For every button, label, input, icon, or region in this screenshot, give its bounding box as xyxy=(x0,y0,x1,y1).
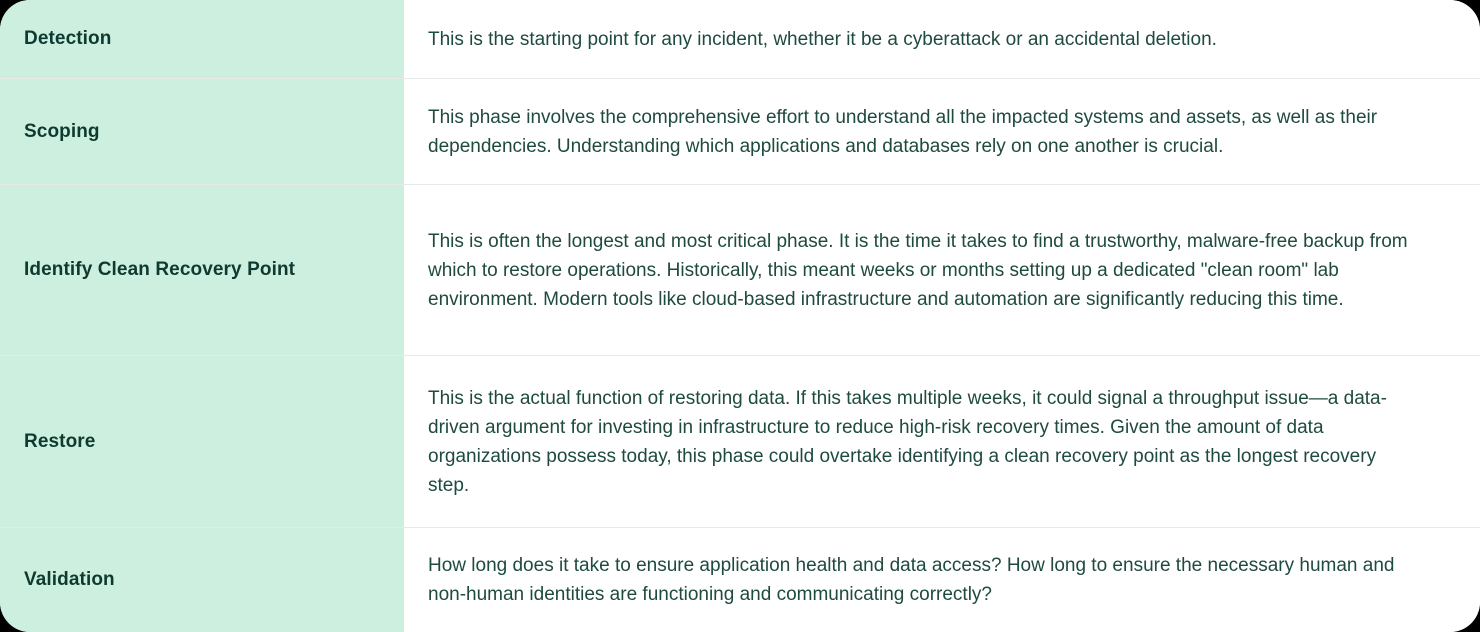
table-row xyxy=(0,356,1480,528)
table-row xyxy=(0,79,1480,185)
phase-label-cell xyxy=(0,185,404,355)
phase-description: How long does it take to ensure application health and data access? How long to ensure the necessary human and non-human identities are functioning and communicating correctly? xyxy=(428,555,1395,605)
phase-label: Scoping xyxy=(24,120,100,142)
phase-description-cell xyxy=(404,79,1480,184)
phase-description-cell xyxy=(404,0,1480,78)
phase-label-cell xyxy=(0,528,404,632)
phase-description-cell xyxy=(404,356,1480,527)
table-row xyxy=(0,0,1480,79)
table-row xyxy=(0,528,1480,632)
table-row xyxy=(0,185,1480,356)
phase-label-cell xyxy=(0,0,404,78)
phase-description-cell xyxy=(404,185,1480,355)
phase-label: Validation xyxy=(24,569,115,591)
phase-description: This is the starting point for any incident, whether it be a cyberattack or an accidental deletion. xyxy=(428,28,1217,50)
phase-label: Detection xyxy=(24,28,112,50)
phase-description-cell xyxy=(404,528,1480,632)
phase-label-cell xyxy=(0,356,404,527)
phase-label: Identify Clean Recovery Point xyxy=(24,259,296,281)
phase-label-cell xyxy=(0,79,404,184)
phase-label: Restore xyxy=(24,430,96,452)
phase-description: This is often the longest and most critical phase. It is the time it takes to find a trustworthy, malware-free backup from which to restore operations. Historically, this meant weeks or months setting up a dedicated "clean room" lab environment. Modern tools like cloud-based infrastructure and automation are significantly reducing this time. xyxy=(428,230,1408,310)
phase-description: This is the actual function of restoring data. If this takes multiple weeks, it could signal a throughput issue—a data-driven argument for investing in infrastructure to reduce high-risk recovery times. Given the amount of data organizations possess today, this phase could overtake identifying a clean recovery point as the longest recovery step. xyxy=(428,387,1387,496)
phase-description: This phase involves the comprehensive effort to understand all the impacted systems and assets, as well as their dependencies. Understanding which applications and databases rely on one another is crucial. xyxy=(428,106,1378,157)
